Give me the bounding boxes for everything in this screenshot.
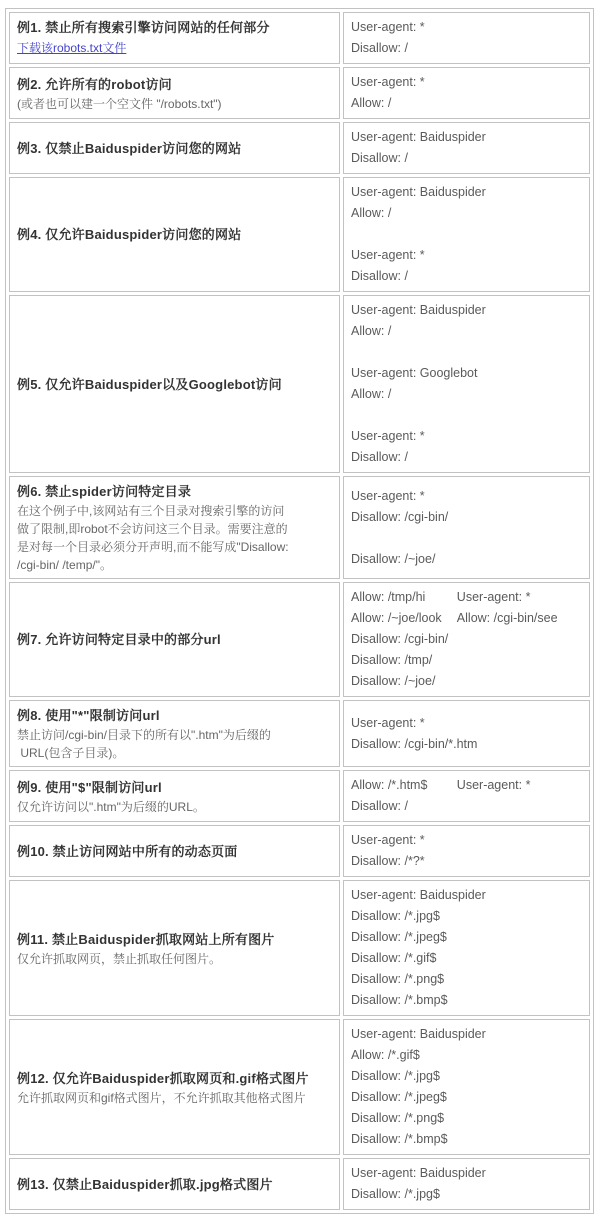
code-line: Disallow: /*?* (351, 854, 425, 868)
example-cell (9, 1158, 340, 1210)
table-body (9, 12, 590, 1210)
code-line: Disallow: /cgi-bin/ (351, 632, 449, 646)
code-cell (343, 880, 590, 1016)
example-title: 例6. 禁止spider访问特定目录 (17, 484, 192, 499)
example-cell (9, 770, 340, 822)
code-columns (351, 775, 581, 817)
code-line (351, 224, 581, 245)
code-line (351, 342, 581, 363)
table-row (9, 880, 590, 1016)
example-title: 例5. 仅允许Baiduspider以及Googlebot访问 (17, 376, 282, 392)
code-cell (343, 1158, 590, 1210)
code-line: User-agent: * (351, 75, 425, 89)
code-line: Allow: /*.gif$ (351, 1048, 420, 1062)
code-line: User-agent: Baiduspider (351, 303, 486, 317)
table-row (9, 825, 590, 877)
table-row (9, 1019, 590, 1155)
code-line: Disallow: /*.gif$ (351, 951, 437, 965)
table-row (9, 582, 590, 697)
code-line: User-agent: * (456, 778, 531, 792)
example-desc-line: URL(包含子目录)。 (17, 746, 125, 760)
code-line: User-agent: * (351, 715, 425, 730)
example-cell (9, 67, 340, 119)
example-cell (9, 1019, 340, 1155)
code-line: Disallow: / (351, 799, 408, 813)
code-line: Disallow: /*.jpg$ (351, 909, 440, 923)
code-line: Allow: /tmp/hi (351, 590, 426, 604)
code-line: Allow: / (351, 324, 392, 338)
code-line: User-agent: * (351, 20, 425, 34)
example-title: 例12. 仅允许Baiduspider抓取网页和.gif格式图片 (17, 1070, 309, 1086)
example-cell (9, 295, 340, 473)
example-cell (9, 700, 340, 767)
code-line: User-agent: * (351, 248, 425, 262)
example-desc-line: (或者也可以建一个空文件 "/robots.txt") (17, 96, 222, 111)
example-cell (9, 12, 340, 64)
example-title: 例3. 仅禁止Baiduspider访问您的网站 (17, 140, 242, 156)
example-cell (9, 122, 340, 174)
code-line: Disallow: / (351, 41, 408, 55)
code-line: Allow: /cgi-bin/see (456, 611, 558, 625)
table-row (9, 476, 590, 579)
table-row (9, 770, 590, 822)
robots-examples-table (5, 8, 594, 1214)
code-line: Allow: / (351, 206, 392, 220)
code-column-right (457, 587, 581, 629)
code-line: Disallow: /*.jpg$ (351, 1187, 440, 1201)
example-cell (9, 476, 340, 579)
code-cell (343, 12, 590, 64)
table-row (9, 122, 590, 174)
code-line: Disallow: / (351, 151, 408, 165)
code-line: Allow: /*.htm$ (351, 778, 428, 792)
example-title: 例11. 禁止Baiduspider抓取网站上所有图片 (17, 931, 275, 947)
example-desc-line: 做了限制,即robot不会访问这三个目录。需要注意的 (17, 522, 288, 536)
table-row (9, 177, 590, 292)
code-column-right (457, 775, 581, 796)
code-column-left (351, 775, 457, 817)
code-columns (351, 587, 581, 692)
example-title: 例4. 仅允许Baiduspider访问您的网站 (17, 227, 242, 242)
example-title: 例9. 使用"$"限制访问url (17, 779, 162, 795)
code-line: Allow: / (351, 387, 392, 401)
code-line: Allow: / (351, 96, 392, 110)
code-line: User-agent: Baiduspider (351, 1166, 486, 1180)
table-row (9, 1158, 590, 1210)
example-title: 例10. 禁止访问网站中所有的动态页面 (17, 843, 238, 859)
code-line (351, 405, 581, 426)
code-line: Disallow: /~joe/ (351, 551, 436, 566)
example-cell (9, 880, 340, 1016)
example-desc-line: 在这个例子中,该网站有三个目录对搜索引擎的访问 (17, 504, 285, 518)
code-line: User-agent: * (351, 429, 425, 443)
code-line: Disallow: /*.jpg$ (351, 1069, 440, 1083)
example-title: 例13. 仅禁止Baiduspider抓取.jpg格式图片 (17, 1176, 273, 1192)
table-row (9, 295, 590, 473)
code-line: Disallow: / (351, 450, 408, 464)
example-desc-line: 禁止访问/cgi-bin/目录下的所有以".htm"为后缀的 (17, 728, 271, 742)
code-cell (343, 122, 590, 174)
code-cell (343, 67, 590, 119)
code-line: Disallow: /cgi-bin/ (351, 509, 449, 524)
example-desc-line: 仅允许抓取网页，禁止抓取任何图片。 (17, 951, 222, 966)
example-cell (9, 582, 340, 697)
code-line: Disallow: /cgi-bin/*.htm (351, 736, 478, 751)
code-cell (343, 700, 590, 767)
table-row (9, 67, 590, 119)
table-row (9, 700, 590, 767)
code-line: User-agent: Baiduspider (351, 1027, 486, 1041)
code-line: User-agent: * (351, 488, 425, 503)
table-row (9, 12, 590, 64)
code-line (351, 528, 581, 549)
example-desc-line: 允许抓取网页和gif格式图片，不允许抓取其他格式图片 (17, 1090, 306, 1105)
code-cell (343, 177, 590, 292)
robots-txt-download-link[interactable]: 下载该robots.txt文件 (17, 41, 127, 55)
example-title: 例8. 使用"*"限制访问url (17, 708, 160, 723)
code-line: Allow: /~joe/look (351, 611, 442, 625)
code-line: Disallow: /*.png$ (351, 1111, 445, 1125)
example-title: 例7. 允许访问特定目录中的部分url (17, 632, 221, 647)
code-line: Disallow: /*.bmp$ (351, 993, 448, 1007)
code-line: User-agent: Baiduspider (351, 888, 486, 902)
code-line: User-agent: Baiduspider (351, 130, 486, 144)
example-desc-line: 是对每一个目录必须分开声明,而不能写成"Disallow: (17, 540, 289, 554)
code-line: User-agent: * (456, 590, 531, 604)
code-line: User-agent: Googlebot (351, 366, 478, 380)
code-cell (343, 770, 590, 822)
code-line: Disallow: /~joe/ (351, 674, 436, 688)
code-line: Disallow: / (351, 269, 408, 283)
code-line: Disallow: /*.bmp$ (351, 1132, 448, 1146)
code-line: Disallow: /tmp/ (351, 653, 433, 667)
example-cell (9, 177, 340, 292)
code-line: Disallow: /*.png$ (351, 972, 445, 986)
code-line: Disallow: /*.jpeg$ (351, 930, 447, 944)
example-desc-line: 仅允许访问以".htm"为后缀的URL。 (17, 799, 205, 814)
code-cell (343, 582, 590, 697)
code-cell (343, 825, 590, 877)
code-line: Disallow: /*.jpeg$ (351, 1090, 447, 1104)
example-title: 例1. 禁止所有搜索引擎访问网站的任何部分 (17, 20, 270, 35)
code-line: User-agent: * (351, 833, 425, 847)
code-cell (343, 1019, 590, 1155)
example-desc-line: /cgi-bin/ /temp/"。 (17, 558, 112, 572)
code-line: User-agent: Baiduspider (351, 185, 486, 199)
example-cell (9, 825, 340, 877)
code-cell (343, 476, 590, 579)
example-title: 例2. 允许所有的robot访问 (17, 76, 172, 92)
code-column-left (351, 587, 457, 692)
code-cell (343, 295, 590, 473)
